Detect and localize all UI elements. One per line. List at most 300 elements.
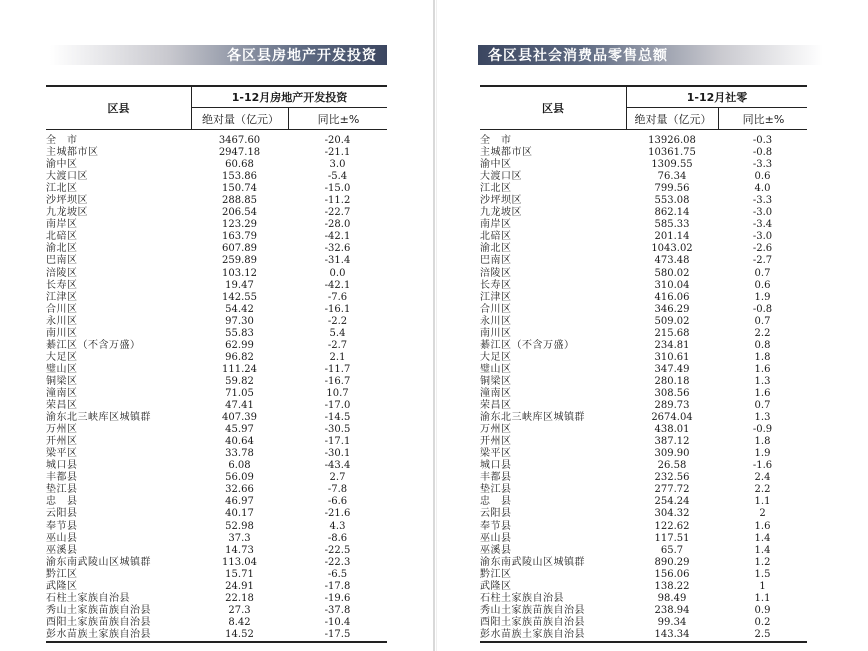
district-cell: 涪陵区 (480, 267, 512, 279)
absolute-value-cell: 347.49 (654, 363, 690, 375)
table-row (480, 268, 807, 280)
table-row (46, 243, 387, 255)
table-row (46, 424, 387, 436)
table-row (46, 533, 387, 545)
table-row (46, 352, 387, 364)
absolute-value-cell: 201.14 (654, 231, 690, 243)
absolute-value-cell: 15.71 (225, 568, 254, 580)
district-cell: 九龙坡区 (480, 207, 522, 219)
district-cell: 开州区 (46, 436, 78, 448)
yoy-change-cell: -42.1 (324, 231, 351, 243)
absolute-value-cell: 60.68 (225, 159, 254, 171)
table-row (480, 183, 807, 195)
absolute-value-cell: 553.08 (654, 195, 690, 207)
yoy-change-cell: 1.3 (754, 375, 771, 387)
absolute-value-cell: 346.29 (654, 303, 690, 315)
table-row (46, 508, 387, 520)
absolute-value-cell: 71.05 (225, 387, 254, 399)
absolute-value-cell: 607.89 (222, 243, 257, 255)
table-row (480, 195, 807, 207)
table-row (480, 617, 807, 629)
yoy-change-cell: -17.0 (324, 400, 351, 412)
district-cell: 云阳县 (46, 508, 78, 520)
absolute-value-cell: 234.81 (654, 339, 690, 351)
table-row (480, 316, 807, 328)
district-cell: 荣昌区 (46, 400, 78, 412)
district-cell: 渝东南武陵山区城镇群 (46, 556, 151, 568)
district-cell: 黔江区 (480, 568, 512, 580)
district-cell: 主城都市区 (46, 147, 99, 159)
absolute-value-cell: 113.04 (222, 556, 257, 568)
yoy-change-cell: 2 (759, 508, 766, 520)
absolute-value-cell: 52.98 (225, 520, 254, 532)
yoy-change-cell: 1.8 (754, 351, 771, 363)
yoy-change-cell: -19.6 (324, 592, 351, 604)
absolute-value-cell: 289.73 (654, 400, 690, 412)
yoy-change-cell: 0.8 (754, 339, 771, 351)
absolute-value-cell: 2947.18 (218, 147, 261, 159)
yoy-change-cell: -32.6 (324, 243, 351, 255)
absolute-value-cell: 14.52 (225, 628, 254, 640)
absolute-value-cell: 96.82 (225, 351, 254, 363)
table-row (480, 219, 807, 231)
absolute-value-cell: 45.97 (225, 424, 254, 436)
absolute-value-cell: 76.34 (657, 171, 687, 183)
absolute-value-cell: 309.90 (654, 448, 690, 460)
yoy-change-cell: 1.6 (754, 520, 771, 532)
absolute-value-cell: 123.29 (222, 219, 257, 231)
table-header (480, 85, 807, 130)
absolute-value-cell: 288.85 (222, 195, 257, 207)
district-cell: 潼南区 (46, 387, 78, 399)
absolute-value-cell: 65.7 (660, 544, 684, 556)
yoy-change-cell: 0.7 (754, 315, 771, 327)
yoy-change-cell: -22.5 (324, 544, 351, 556)
yoy-change-header: 同比±% (718, 108, 808, 129)
district-cell: 涪陵区 (46, 267, 78, 279)
yoy-change-cell: -20.4 (324, 135, 351, 146)
yoy-change-cell: -16.7 (324, 375, 351, 387)
absolute-value-cell: 37.3 (228, 532, 251, 544)
district-cell: 忠 县 (480, 496, 512, 508)
absolute-value-cell: 26.58 (657, 460, 687, 472)
table-body (480, 130, 807, 643)
table-row (480, 231, 807, 243)
absolute-value-cell: 3467.60 (218, 135, 261, 146)
absolute-value-cell: 150.74 (222, 183, 257, 195)
district-cell: 忠 县 (46, 496, 78, 508)
absolute-value-cell: 407.39 (222, 412, 257, 424)
district-cell: 渝东北三峡库区城镇群 (480, 412, 585, 424)
absolute-value-cell: 163.79 (222, 231, 257, 243)
absolute-value-cell: 890.29 (654, 556, 690, 568)
absolute-value-cell: 585.33 (654, 219, 690, 231)
absolute-value-cell: 32.66 (225, 484, 254, 496)
table-row (480, 436, 807, 448)
district-cell: 永川区 (46, 315, 78, 327)
table-row (480, 569, 807, 581)
yoy-change-cell: 0.6 (754, 171, 771, 183)
yoy-change-cell: 2.2 (754, 484, 771, 496)
absolute-value-cell: 206.54 (222, 207, 257, 219)
district-cell: 酉阳土家族苗族自治县 (480, 616, 585, 628)
table-row (46, 496, 387, 508)
district-cell: 江津区 (46, 291, 78, 303)
district-cell: 渝中区 (480, 159, 512, 171)
absolute-value-cell: 22.18 (225, 592, 254, 604)
yoy-change-cell: 2.2 (754, 327, 771, 339)
table-row (46, 268, 387, 280)
district-cell: 渝东北三峡库区城镇群 (46, 412, 151, 424)
table-row (46, 388, 387, 400)
absolute-value-cell: 55.83 (225, 327, 254, 339)
district-cell: 长寿区 (480, 279, 512, 291)
district-cell: 长寿区 (46, 279, 78, 291)
yoy-change-cell: 1.5 (754, 568, 771, 580)
yoy-change-cell: -17.8 (324, 580, 351, 592)
yoy-change-cell: -15.0 (324, 183, 351, 195)
yoy-change-cell: -8.6 (327, 532, 348, 544)
yoy-change-cell: 3.0 (329, 159, 346, 171)
absolute-value-cell: 117.51 (654, 532, 690, 544)
table-row (46, 231, 387, 243)
district-cell: 巫溪县 (46, 544, 78, 556)
absolute-value-cell: 99.34 (657, 616, 687, 628)
table-body (46, 130, 387, 643)
table-row (480, 581, 807, 593)
yoy-change-cell: -7.6 (327, 291, 348, 303)
table-row (46, 171, 387, 183)
yoy-change-cell: -0.3 (752, 135, 773, 146)
yoy-change-cell: -3.3 (752, 195, 773, 207)
table-row (480, 304, 807, 316)
period-group-header: 1-12月社零 (626, 87, 807, 108)
district-column-header: 区县 (542, 102, 564, 115)
table-row (480, 412, 807, 424)
absolute-value-cell: 1043.02 (651, 243, 693, 255)
page-gutter (433, 0, 435, 651)
district-cell: 綦江区（不含万盛） (46, 339, 141, 351)
table-row (46, 581, 387, 593)
yoy-change-cell: -0.8 (752, 303, 773, 315)
table-row (480, 171, 807, 183)
absolute-value-cell: 97.30 (225, 315, 254, 327)
yoy-change-cell: -3.4 (752, 219, 773, 231)
district-cell: 开州区 (480, 436, 512, 448)
table-row (46, 376, 387, 388)
absolute-value-cell: 62.99 (225, 339, 254, 351)
district-cell: 武隆区 (46, 580, 78, 592)
absolute-value-cell: 98.49 (657, 592, 687, 604)
absolute-value-cell: 122.62 (654, 520, 690, 532)
absolute-value-cell: 308.56 (654, 387, 690, 399)
yoy-change-cell: -17.1 (324, 436, 351, 448)
absolute-value-cell: 33.78 (225, 448, 254, 460)
right-title-banner (478, 43, 823, 67)
table-row (46, 292, 387, 304)
table-row (480, 448, 807, 460)
table-row (46, 159, 387, 171)
district-cell: 璧山区 (480, 363, 512, 375)
district-cell: 合川区 (480, 303, 512, 315)
yoy-change-header: 同比±% (288, 108, 388, 129)
absolute-value-cell: 54.42 (225, 303, 254, 315)
district-cell: 巴南区 (480, 255, 512, 267)
absolute-value-cell: 862.14 (654, 207, 690, 219)
absolute-value-cell: 103.12 (222, 267, 257, 279)
yoy-change-cell: -2.2 (327, 315, 348, 327)
table-row (46, 436, 387, 448)
absolute-value-cell: 111.24 (222, 363, 257, 375)
yoy-change-cell: -6.6 (327, 496, 348, 508)
table-row (46, 484, 387, 496)
district-cell: 丰都县 (46, 472, 78, 484)
district-cell: 巫溪县 (480, 544, 512, 556)
district-cell: 荣昌区 (480, 400, 512, 412)
table-row (480, 472, 807, 484)
table-row (46, 195, 387, 207)
table-row (480, 135, 807, 147)
absolute-value-cell: 6.08 (228, 460, 251, 472)
yoy-change-cell: 0.6 (754, 279, 771, 291)
table-row (480, 364, 807, 376)
absolute-value-cell: 56.09 (225, 472, 254, 484)
yoy-change-cell: 1.8 (754, 436, 771, 448)
district-cell: 南岸区 (46, 219, 78, 231)
absolute-value-cell: 438.01 (654, 424, 690, 436)
absolute-value-cell: 254.24 (654, 496, 690, 508)
district-cell: 武隆区 (480, 580, 512, 592)
yoy-change-cell: 1.4 (754, 532, 771, 544)
yoy-change-cell: -1.6 (752, 460, 773, 472)
district-cell: 秀山土家族苗族自治县 (46, 604, 151, 616)
table-row (46, 328, 387, 340)
yoy-change-cell: -31.4 (324, 255, 351, 267)
yoy-change-cell: 0.0 (329, 267, 346, 279)
table-row (480, 545, 807, 557)
left-title: 各区县房地产开发投资 (227, 48, 377, 64)
absolute-value-cell: 2674.04 (651, 412, 693, 424)
table-row (480, 280, 807, 292)
absolute-value-cell: 1309.55 (651, 159, 693, 171)
district-cell: 主城都市区 (480, 147, 533, 159)
district-cell: 南川区 (46, 327, 78, 339)
district-cell: 梁平区 (46, 448, 78, 460)
table-row (46, 207, 387, 219)
district-cell: 丰都县 (480, 472, 512, 484)
absolute-value-cell: 47.41 (225, 400, 254, 412)
table-row (46, 545, 387, 557)
absolute-value-cell: 19.47 (225, 279, 254, 291)
yoy-change-cell: -10.4 (324, 616, 351, 628)
table-row (46, 460, 387, 472)
district-cell: 巴南区 (46, 255, 78, 267)
absolute-value-cell: 143.34 (654, 628, 690, 640)
absolute-value-cell: 232.56 (654, 472, 690, 484)
yoy-change-cell: -22.3 (324, 556, 351, 568)
district-cell: 石柱土家族自治县 (46, 592, 130, 604)
yoy-change-cell: -30.5 (324, 424, 351, 436)
table-row (46, 219, 387, 231)
table-row (46, 255, 387, 267)
absolute-value-cell: 142.55 (222, 291, 257, 303)
yoy-change-cell: 1.9 (754, 448, 771, 460)
table-row (46, 472, 387, 484)
table-row (46, 316, 387, 328)
district-cell: 江北区 (46, 183, 78, 195)
absolute-value-cell: 138.22 (654, 580, 690, 592)
district-cell: 城口县 (480, 460, 512, 472)
table-row (480, 352, 807, 364)
yoy-change-cell: 1.1 (754, 592, 771, 604)
period-group-header: 1-12月房地产开发投资 (191, 87, 387, 108)
table-row (46, 629, 387, 641)
absolute-value-cell: 59.82 (225, 375, 254, 387)
district-cell: 渝北区 (480, 243, 512, 255)
district-cell: 沙坪坝区 (480, 195, 522, 207)
table-row (480, 292, 807, 304)
district-cell: 奉节县 (46, 520, 78, 532)
table-row (480, 484, 807, 496)
district-cell: 大渡口区 (46, 171, 88, 183)
yoy-change-cell: -21.6 (324, 508, 351, 520)
yoy-change-cell: -43.4 (324, 460, 351, 472)
yoy-change-cell: 1.6 (754, 363, 771, 375)
yoy-change-cell: 1.9 (754, 291, 771, 303)
yoy-change-cell: -16.1 (324, 303, 351, 315)
table-row (46, 593, 387, 605)
yoy-change-cell: -37.8 (324, 604, 351, 616)
yoy-change-cell: -11.7 (324, 363, 351, 375)
table-row (46, 400, 387, 412)
district-cell: 江北区 (480, 183, 512, 195)
retail-sales-table (480, 85, 807, 643)
yoy-change-cell: -7.8 (327, 484, 348, 496)
table-row (480, 328, 807, 340)
absolute-value-cell: 509.02 (654, 315, 690, 327)
absolute-value-cell: 238.94 (654, 604, 690, 616)
real-estate-investment-table (46, 85, 387, 643)
table-row (480, 388, 807, 400)
district-cell: 黔江区 (46, 568, 78, 580)
yoy-change-cell: 0.2 (754, 616, 771, 628)
district-cell: 铜梁区 (46, 375, 78, 387)
absolute-value-cell: 40.17 (225, 508, 254, 520)
table-row (46, 605, 387, 617)
yoy-change-cell: 0.7 (754, 400, 771, 412)
district-cell: 铜梁区 (480, 375, 512, 387)
left-title-banner (50, 43, 387, 67)
absolute-value-cell: 27.3 (228, 604, 251, 616)
yoy-change-cell: -14.5 (324, 412, 351, 424)
yoy-change-cell: 5.4 (329, 327, 346, 339)
yoy-change-cell: 1.1 (754, 496, 771, 508)
yoy-change-cell: 2.4 (754, 472, 771, 484)
yoy-change-cell: 1.4 (754, 544, 771, 556)
district-cell: 北碚区 (46, 231, 78, 243)
district-cell: 南岸区 (480, 219, 512, 231)
district-cell: 北碚区 (480, 231, 512, 243)
district-cell: 璧山区 (46, 363, 78, 375)
district-cell: 南川区 (480, 327, 512, 339)
district-cell: 垫江县 (46, 484, 78, 496)
district-cell: 万州区 (46, 424, 78, 436)
district-cell: 巫山县 (46, 532, 78, 544)
yoy-change-cell: 2.1 (329, 351, 346, 363)
yoy-change-cell: 1.3 (754, 412, 771, 424)
table-row (480, 400, 807, 412)
district-cell: 九龙坡区 (46, 207, 88, 219)
yoy-change-cell: -6.5 (327, 568, 348, 580)
table-header (46, 85, 387, 130)
table-row (46, 412, 387, 424)
district-cell: 綦江区（不含万盛） (480, 339, 575, 351)
district-cell: 垫江县 (480, 484, 512, 496)
yoy-change-cell: -0.9 (752, 424, 773, 436)
absolute-value-cell: 277.72 (654, 484, 690, 496)
district-cell: 云阳县 (480, 508, 512, 520)
absolute-value-cell: 8.42 (228, 616, 251, 628)
yoy-change-cell: -2.7 (752, 255, 773, 267)
district-cell: 奉节县 (480, 520, 512, 532)
table-row (480, 424, 807, 436)
absolute-value-cell: 156.06 (654, 568, 690, 580)
table-row (46, 617, 387, 629)
absolute-value-cell: 13926.08 (648, 135, 696, 146)
district-cell: 彭水苗族土家族自治县 (480, 628, 585, 640)
table-row (46, 340, 387, 352)
absolute-value-cell: 387.12 (654, 436, 690, 448)
district-cell: 城口县 (46, 460, 78, 472)
table-row (480, 605, 807, 617)
yoy-change-cell: -17.5 (324, 628, 351, 640)
table-row (480, 376, 807, 388)
district-cell: 合川区 (46, 303, 78, 315)
absolute-value-cell: 304.32 (654, 508, 690, 520)
yoy-change-cell: -22.7 (324, 207, 351, 219)
absolute-value-header: 绝对量（亿元） (626, 108, 719, 129)
district-cell: 秀山土家族苗族自治县 (480, 604, 585, 616)
table-row (480, 207, 807, 219)
yoy-change-cell: 0.7 (754, 267, 771, 279)
absolute-value-cell: 310.04 (654, 279, 690, 291)
district-cell: 酉阳土家族苗族自治县 (46, 616, 151, 628)
table-row (480, 243, 807, 255)
district-cell: 全 市 (480, 135, 512, 146)
yoy-change-cell: -21.1 (324, 147, 351, 159)
district-cell: 万州区 (480, 424, 512, 436)
absolute-value-cell: 310.61 (654, 351, 690, 363)
yoy-change-cell: 10.7 (326, 387, 349, 399)
yoy-change-cell: -42.1 (324, 279, 351, 291)
table-row (46, 280, 387, 292)
district-cell: 全 市 (46, 135, 78, 146)
page-gutter-shadow (436, 0, 437, 651)
district-cell: 渝中区 (46, 159, 78, 171)
district-cell: 沙坪坝区 (46, 195, 88, 207)
table-row (480, 557, 807, 569)
right-title: 各区县社会消费品零售总额 (488, 48, 668, 64)
yoy-change-cell: 1.6 (754, 387, 771, 399)
table-row (480, 255, 807, 267)
absolute-value-cell: 153.86 (222, 171, 257, 183)
yoy-change-cell: 4.0 (754, 183, 771, 195)
table-row (46, 569, 387, 581)
absolute-value-cell: 799.56 (654, 183, 690, 195)
table-row (480, 460, 807, 472)
table-row (46, 135, 387, 147)
absolute-value-cell: 473.48 (654, 255, 690, 267)
